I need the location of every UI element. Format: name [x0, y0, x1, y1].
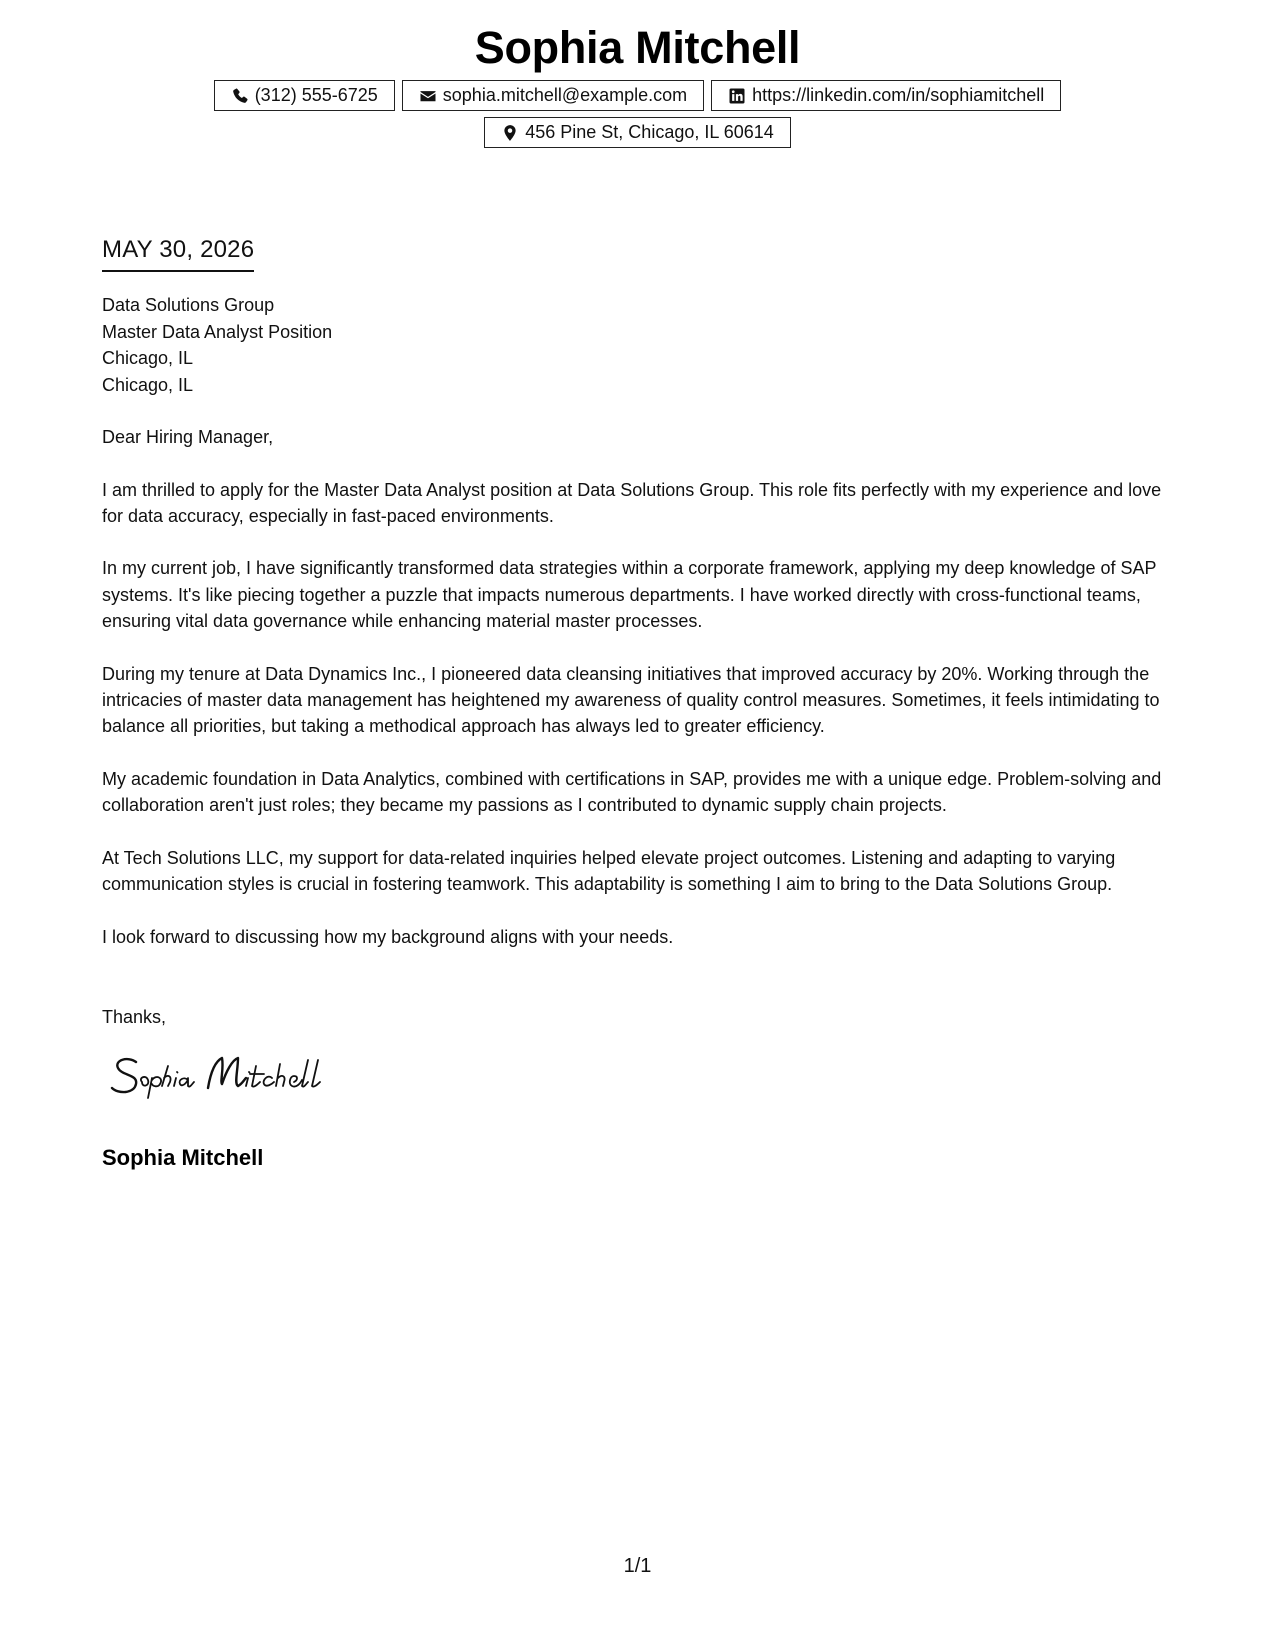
- contact-email-text: sophia.mitchell@example.com: [442, 85, 688, 105]
- recipient-company: Data Solutions Group: [102, 295, 275, 315]
- paragraph: At Tech Solutions LLC, my support for data-related inquiries helped elevate project outcomes. Listening and adapting to varying communication styles is crucial in fostering teamwork. This adaptability is something I aim to bring to the Data Solutions Group.: [102, 847, 1116, 895]
- contact-phone[interactable]: [214, 80, 395, 111]
- map-pin-icon: [501, 124, 519, 142]
- closing: Thanks,: [102, 1007, 167, 1027]
- envelope-icon: [419, 87, 437, 105]
- letter-body: [102, 424, 1177, 976]
- contact-linkedin-text: https://linkedin.com/in/sophiamitchell: [752, 85, 1045, 105]
- paragraph: I am thrilled to apply for the Master Data Analyst position at Data Solutions Group. This role fits perfectly with my experience and love for data accuracy, especially in fast-paced environments.: [102, 479, 1162, 526]
- recipient-location-secondary: Chicago, IL: [102, 374, 194, 395]
- letter-date: MAY 30, 2026: [102, 234, 254, 272]
- contact-phone-text: (312) 555-6725: [254, 85, 378, 105]
- salutation: Dear Hiring Manager,: [102, 427, 274, 447]
- signer-name: Sophia Mitchell: [102, 1145, 264, 1170]
- contact-address-text: 456 Pine St, Chicago, IL 60614: [525, 122, 774, 142]
- paragraph: I look forward to discussing how my background aligns with your needs.: [102, 926, 674, 947]
- contact-linkedin[interactable]: [711, 80, 1061, 111]
- contact-address[interactable]: [484, 117, 791, 148]
- linkedin-icon: [728, 87, 746, 105]
- paragraph: During my tenure at Data Dynamics Inc., I pioneered data cleansing initiatives that improved accuracy by 20%. Working through the intricacies of master data management has heightened my awareness of quality control measures. Sometimes, it feels intimidating to balance all priorities, but taking a methodical approach has always led to greater efficiency.: [102, 663, 1160, 737]
- page-number: 1/1: [623, 1555, 652, 1577]
- paragraph: My academic foundation in Data Analytics, combined with certifications in SAP, provides me with a unique edge. Problem-solving and collaboration aren't just roles; they became my passions as I contributed to dynamic supply chain projects.: [102, 768, 1162, 816]
- applicant-name: Sophia Mitchell: [474, 22, 801, 73]
- recipient-position: Master Data Analyst Position: [102, 321, 333, 342]
- handwritten-signature: [108, 1048, 368, 1108]
- contact-row-primary: [0, 80, 1275, 111]
- paragraph: In my current job, I have significantly transformed data strategies within a corporate framework, applying my deep knowledge of SAP systems. It's like piecing together a puzzle that impacts numerous departments. I have worked directly with cross-functional teams, ensuring vital data governance while enhancing material master processes.: [102, 558, 1157, 632]
- phone-icon: [231, 87, 249, 105]
- contact-row-secondary: [0, 117, 1275, 148]
- recipient-block: [102, 292, 332, 398]
- recipient-location: Chicago, IL: [102, 348, 194, 368]
- contact-email[interactable]: [402, 80, 704, 111]
